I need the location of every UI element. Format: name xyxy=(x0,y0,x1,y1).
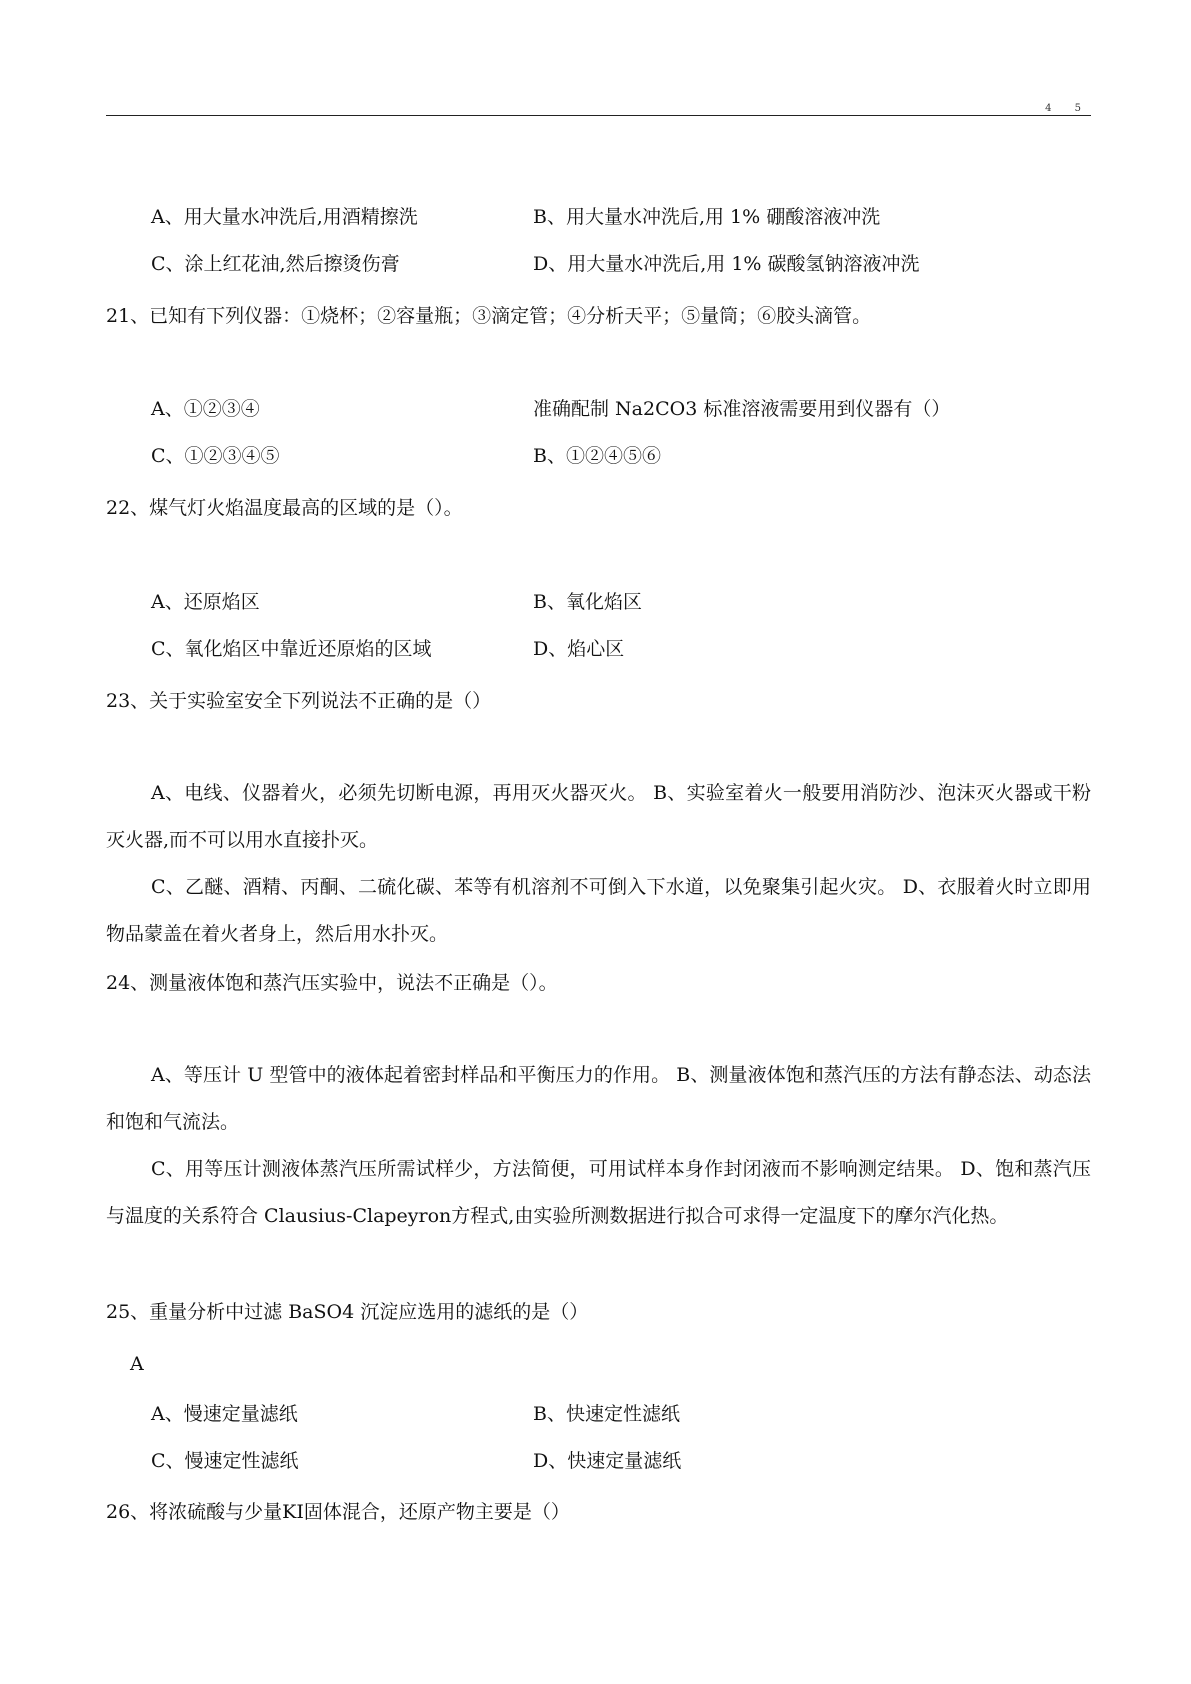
header-rule xyxy=(106,115,1091,116)
q25-answer: A xyxy=(130,1353,144,1375)
q21-option-c: C、①②③④⑤ xyxy=(151,445,280,467)
q25-option-b: B、快速定性滤纸 xyxy=(533,1403,680,1425)
q22-option-a: A、还原焰区 xyxy=(151,591,260,613)
q25-stem: 25、重量分析中过滤 BaSO4 沉淀应选用的滤纸的是（） xyxy=(106,1301,589,1323)
q20-option-d: D、用大量水冲洗后,用 1% 碳酸氢钠溶液冲洗 xyxy=(533,253,920,275)
q20-option-b: B、用大量水冲洗后,用 1% 硼酸溶液冲洗 xyxy=(533,206,881,228)
q25-option-a: A、慢速定量滤纸 xyxy=(151,1403,298,1425)
q22-option-c: C、氧化焰区中靠近还原焰的区域 xyxy=(151,638,432,660)
q22-stem: 22、煤气灯火焰温度最高的区域的是（）。 xyxy=(106,497,463,519)
q22-option-d: D、焰心区 xyxy=(533,638,625,660)
q23-options-ab: A、电线、仪器着火，必须先切断电源，再用灭火器灭火。 B、实验室着火一般要用消防沙、泡沫灭火器或干粉灭火器,而不可以用水直接扑灭。 xyxy=(106,782,1091,851)
q21-option-a: A、①②③④ xyxy=(151,398,260,420)
q25-option-c: C、慢速定性滤纸 xyxy=(151,1450,299,1472)
q26-stem: 26、将浓硫酸与少量KI固体混合，还原产物主要是（） xyxy=(106,1501,570,1523)
q21-stem-tail: 准确配制 Na2CO3 标准溶液需要用到仪器有（） xyxy=(533,398,951,420)
q24-options-ab: A、等压计 U 型管中的液体起着密封样品和平衡压力的作用。 B、测量液体饱和蒸汽压的方法有静态法、动态法和饱和气流法。 xyxy=(106,1064,1091,1133)
q24-options-cd: C、用等压计测液体蒸汽压所需试样少，方法简便，可用试样本身作封闭液而不影响测定结果。 D、饱和蒸汽压与温度的关系符合 Clausius-Clapeyron方程式,由实验所测数据进行拟合可求得一定温度下的摩尔汽化热。 xyxy=(106,1158,1091,1227)
q21-stem: 21、已知有下列仪器：①烧杯；②容量瓶；③滴定管；④分析天平；⑤量筒；⑥胶头滴管。 xyxy=(106,305,872,327)
q20-option-a: A、用大量水冲洗后,用酒精擦洗 xyxy=(151,206,418,228)
q21-option-b: B、①②④⑤⑥ xyxy=(533,445,661,467)
q20-option-c: C、涂上红花油,然后擦烫伤膏 xyxy=(151,253,400,275)
q24-stem: 24、测量液体饱和蒸汽压实验中，说法不正确是（）。 xyxy=(106,972,558,994)
q23-options-cd: C、乙醚、酒精、丙酮、二硫化碳、苯等有机溶剂不可倒入下水道，以免聚集引起火灾。 D、衣服着火时立即用物品蒙盖在着火者身上，然后用水扑灭。 xyxy=(106,876,1091,945)
q22-option-b: B、氧化焰区 xyxy=(533,591,642,613)
q25-option-d: D、快速定量滤纸 xyxy=(533,1450,682,1472)
page-number: 4 5 xyxy=(1045,103,1091,114)
q23-stem: 23、关于实验室安全下列说法不正确的是（） xyxy=(106,690,492,712)
